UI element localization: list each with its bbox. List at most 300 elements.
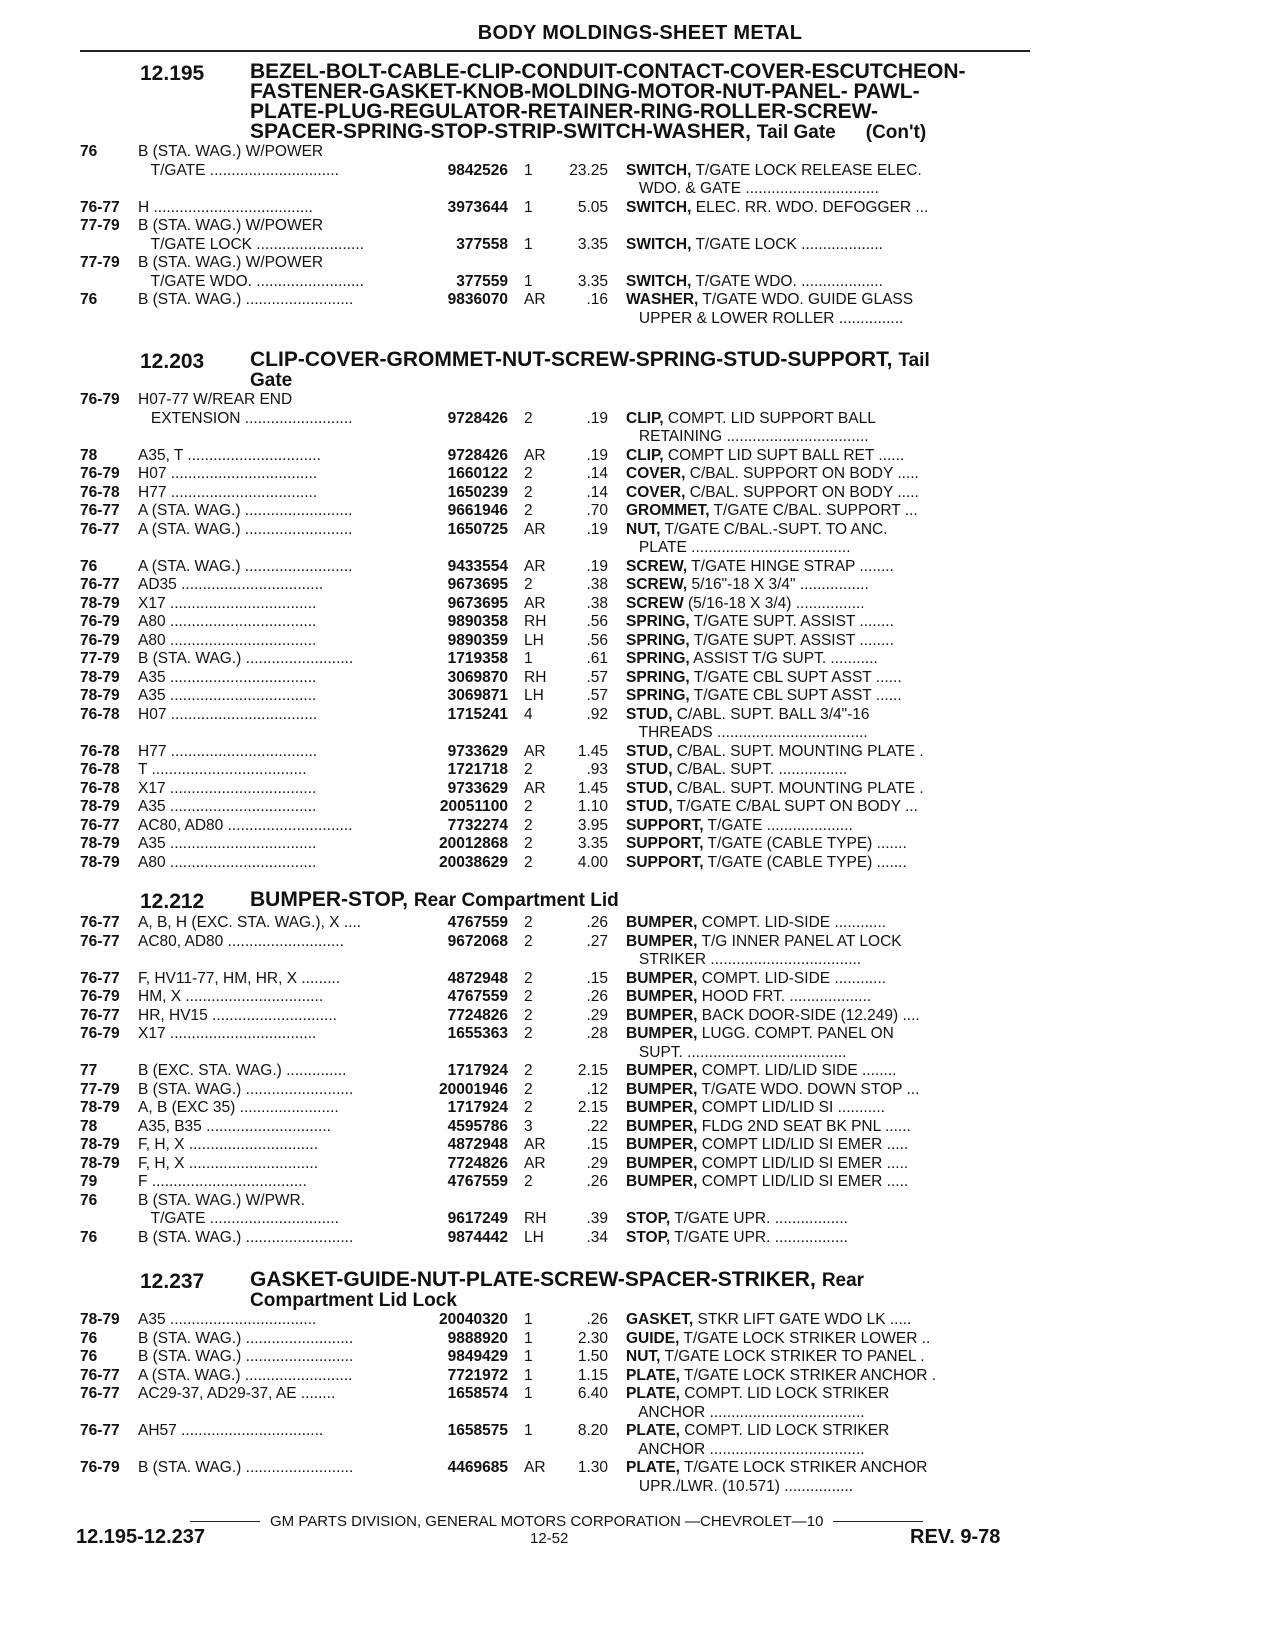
row-price: .56 (586, 613, 608, 630)
row-part-number: 377558 (456, 235, 508, 253)
row-item-detail: ASSIST T/G SUPT. ........... (689, 650, 878, 667)
row-item-detail: C/BAL. SUPPORT ON BODY ..... (685, 483, 919, 501)
row-quantity: 1 (524, 1366, 533, 1384)
table-row (80, 291, 1030, 310)
row-part-number (416, 1192, 516, 1211)
row-item-detail: STRIKER ................................... (626, 951, 862, 968)
row-item-name: BUMPER, (626, 1006, 698, 1024)
row-part-number: 9888920 (447, 1329, 508, 1347)
row-item-description (626, 687, 1030, 706)
row-part-number: 4595786 (447, 1117, 508, 1135)
row-item-name: SCREW (626, 594, 684, 612)
row-application: B (STA. WAG.) ......................... (138, 291, 354, 308)
row-item-detail: T/GATE LOCK ................... (691, 235, 883, 253)
row-item-description (626, 217, 1030, 236)
row-application: B (STA. WAG.) ......................... (138, 1228, 354, 1246)
row-item-description (626, 180, 1030, 199)
row-item-description (626, 502, 1030, 521)
table-row (80, 1007, 1030, 1026)
row-item-name: STUD, (626, 761, 673, 778)
row-part-number (416, 1044, 516, 1063)
row-year (80, 539, 138, 558)
row-application: B (STA. WAG.) ......................... (138, 1348, 354, 1365)
row-year: 78-79 (80, 835, 120, 852)
table-row (80, 1118, 1030, 1137)
row-item-detail: T/GATE WDO. GUIDE GLASS (698, 291, 914, 308)
row-price: 6.40 (577, 1385, 608, 1402)
table-row (80, 933, 1030, 952)
row-application: A80 .................................. (138, 853, 317, 871)
row-part-number: 20051100 (439, 798, 508, 815)
row-application: F, H, X .............................. (138, 1136, 319, 1153)
row-item-name: BUMPER, (626, 1025, 698, 1042)
row-quantity (516, 180, 561, 199)
row-item-detail: T/GATE HINGE STRAP ........ (687, 557, 894, 575)
row-quantity: 1 (524, 1311, 533, 1328)
row-application: H77 .................................. (138, 483, 318, 501)
row-item-detail: (5/16-18 X 3/4) ................ (683, 594, 865, 612)
row-price: .61 (586, 650, 608, 667)
row-quantity: RH (524, 1210, 547, 1227)
row-quantity: 2 (524, 483, 533, 501)
row-quantity: 1 (524, 1329, 533, 1347)
row-year: 76-78 (80, 761, 120, 778)
row-quantity: 2 (524, 835, 533, 852)
row-item-detail: COMPT LID/LID SI EMER ..... (697, 1136, 909, 1153)
section-title-line (250, 82, 966, 102)
row-part-number: 9874442 (447, 1228, 508, 1246)
row-part-number: 20040320 (439, 1311, 508, 1328)
row-year (80, 236, 138, 255)
row-year: 77 (80, 1062, 98, 1079)
row-item-description (626, 595, 1030, 614)
section-title-text: GASKET-GUIDE-NUT-PLATE-SCREW-SPACER-STRIKER, (250, 1268, 816, 1291)
row-price: 1.45 (577, 742, 608, 760)
section-12-203 (80, 350, 1030, 872)
table-row (80, 595, 1030, 614)
row-item-detail: T/GATE (CABLE TYPE) ....... (703, 835, 907, 852)
row-quantity (516, 143, 561, 162)
row-price: 1.10 (577, 798, 608, 815)
row-item-description (626, 199, 1030, 218)
row-year: 79 (80, 1173, 98, 1190)
row-item-description (626, 798, 1030, 817)
row-quantity: 2 (524, 988, 533, 1005)
row-price: .19 (586, 520, 608, 538)
row-part-number (416, 1441, 516, 1460)
row-application: B (STA. WAG.) W/POWER (138, 143, 324, 160)
row-year (80, 162, 138, 181)
row-price: 2.15 (577, 1062, 608, 1079)
row-part-number: 20012868 (439, 835, 508, 852)
row-price: .34 (586, 1228, 608, 1246)
row-item-description (626, 854, 1030, 873)
row-year: 78-79 (80, 1154, 120, 1172)
section-title-line (250, 350, 930, 371)
row-part-number (416, 724, 516, 743)
row-price: 5.05 (577, 198, 608, 216)
row-year: 78-79 (80, 1311, 120, 1328)
row-year (80, 180, 138, 199)
table-row (80, 817, 1030, 836)
row-item-detail: WDO. & GATE ............................... (626, 180, 879, 197)
row-year: 76 (80, 1348, 98, 1365)
table-row (80, 988, 1030, 1007)
row-part-number: 1717924 (447, 1099, 508, 1116)
row-item-detail: T/GATE C/BAL. SUPPORT ... (709, 502, 918, 519)
row-quantity: 2 (524, 409, 533, 427)
row-item-detail: T/GATE WDO. ................... (691, 272, 883, 290)
row-part-number: 9433554 (447, 557, 508, 575)
row-price (561, 180, 626, 199)
row-item-description (626, 447, 1030, 466)
row-year: 76 (80, 1329, 98, 1347)
row-item-description (626, 143, 1030, 162)
row-item-description (626, 1173, 1030, 1192)
row-item-name: COVER, (626, 465, 686, 482)
row-item-name: BUMPER, (626, 988, 698, 1005)
row-price: .39 (586, 1210, 608, 1227)
row-part-number (416, 1404, 516, 1423)
row-price (561, 310, 626, 329)
row-part-number: 377559 (456, 272, 508, 290)
section-title (250, 890, 619, 914)
row-item-description (626, 1062, 1030, 1081)
row-quantity: AR (524, 742, 546, 760)
row-quantity (516, 1404, 561, 1423)
header-divider (80, 50, 1030, 52)
row-price (561, 724, 626, 743)
row-year: 76-79 (80, 1025, 120, 1042)
row-price: .22 (586, 1117, 608, 1135)
section-title-suffix: Tail (898, 350, 930, 371)
row-item-name: SUPPORT, (626, 835, 704, 852)
table-row (80, 1229, 1030, 1248)
table-row (80, 1478, 1030, 1497)
row-year: 76-77 (80, 1006, 120, 1024)
row-item-description (626, 310, 1030, 329)
section-heading (80, 890, 1030, 914)
row-item-description (626, 1459, 1030, 1478)
row-item-description (626, 1404, 1030, 1423)
row-year (80, 724, 138, 743)
row-part-number: 1715241 (447, 705, 508, 723)
row-price: .15 (586, 1136, 608, 1153)
row-application: H77 .................................. (138, 742, 318, 760)
row-quantity (516, 724, 561, 743)
row-year: 78-79 (80, 853, 120, 871)
row-item-name: SWITCH, (626, 198, 692, 216)
row-item-description (626, 817, 1030, 836)
table-row (80, 1210, 1030, 1229)
row-item-description (626, 1367, 1030, 1386)
row-quantity: 2 (524, 932, 533, 950)
row-application: B (STA. WAG.) ......................... (138, 1459, 354, 1476)
section-title (250, 62, 966, 143)
row-year: 76-77 (80, 1366, 120, 1384)
footer-revision: REV. 9-78 (910, 1526, 1001, 1548)
row-quantity: AR (524, 594, 546, 612)
row-quantity: 2 (524, 465, 533, 482)
row-part-number (416, 143, 516, 162)
row-item-description (626, 391, 1030, 410)
row-year (80, 1044, 138, 1063)
row-year: 76-77 (80, 576, 120, 593)
row-price: .27 (586, 932, 608, 950)
section-title-line (250, 102, 966, 122)
row-quantity (516, 428, 561, 447)
row-year: 76-77 (80, 816, 120, 834)
row-quantity: AR (524, 1136, 546, 1153)
row-item-detail: PLATE ..................................... (626, 539, 851, 556)
row-item-description (626, 613, 1030, 632)
table-row (80, 835, 1030, 854)
row-item-name: NUT, (626, 1348, 661, 1365)
table-row (80, 970, 1030, 989)
row-part-number (416, 254, 516, 273)
row-item-detail: UPR./LWR. (10.571) ................ (626, 1477, 854, 1495)
row-part-number (416, 539, 516, 558)
row-item-description (626, 1422, 1030, 1441)
section-title (250, 350, 930, 391)
row-application: AC29-37, AD29-37, AE ........ (138, 1385, 336, 1402)
section-title-suffix: Rear (821, 1270, 865, 1291)
table-row (80, 310, 1030, 329)
row-part-number: 1721718 (447, 761, 508, 778)
row-part-number: 1658574 (447, 1385, 508, 1402)
row-application (138, 310, 416, 329)
row-year (80, 1404, 138, 1423)
row-application (138, 1441, 416, 1460)
row-item-description (626, 428, 1030, 447)
row-part-number: 7732274 (447, 816, 508, 834)
row-quantity: 1 (524, 1348, 533, 1365)
row-item-name: STUD, (626, 742, 673, 760)
table-row (80, 743, 1030, 762)
row-application: HM, X ................................ (138, 988, 324, 1005)
row-quantity: LH (524, 1228, 544, 1246)
row-part-number: 1658575 (447, 1422, 508, 1439)
row-item-description (626, 835, 1030, 854)
row-quantity: 2 (524, 1099, 533, 1116)
row-year (80, 428, 138, 447)
section-title-text: BEZEL-BOLT-CABLE-CLIP-CONDUIT-CONTACT-COVER-ESCUTCHEON- (250, 60, 966, 83)
row-price (561, 1192, 626, 1211)
row-part-number: 9733629 (447, 779, 508, 797)
row-item-name: SPRING, (626, 687, 690, 704)
row-quantity: 2 (524, 761, 533, 778)
row-quantity: 2 (524, 853, 533, 871)
row-price: 2.15 (577, 1099, 608, 1116)
row-price: .29 (586, 1154, 608, 1172)
row-application: HR, HV15 ............................. (138, 1006, 337, 1024)
row-application: T/GATE .............................. (138, 161, 339, 179)
row-price: .26 (586, 988, 608, 1005)
table-row (80, 1081, 1030, 1100)
row-item-name: GROMMET, (626, 502, 710, 519)
section-12-237 (80, 1270, 1030, 1496)
row-application (138, 428, 416, 447)
row-year: 76-79 (80, 988, 120, 1005)
row-price: .92 (586, 705, 608, 723)
row-quantity: AR (524, 1154, 546, 1172)
row-price: 4.00 (577, 853, 608, 871)
row-part-number (416, 391, 516, 410)
row-price: .16 (586, 291, 608, 308)
row-item-name: STUD, (626, 705, 673, 723)
row-part-number: 1660122 (447, 465, 508, 482)
row-part-number (416, 310, 516, 329)
row-item-name: BUMPER, (626, 932, 698, 950)
row-item-detail: T/G INNER PANEL AT LOCK (697, 932, 902, 950)
row-price: 3.35 (577, 272, 608, 290)
row-price: .57 (586, 687, 608, 704)
row-application: B (STA. WAG.) ......................... (138, 650, 354, 667)
row-item-detail: T/GATE LOCK RELEASE ELEC. (691, 161, 922, 179)
row-quantity: 1 (524, 1385, 533, 1402)
row-year: 78-79 (80, 668, 120, 686)
row-item-detail: C/ABL. SUPT. BALL 3/4"-16 (672, 705, 870, 723)
row-price: 3.95 (577, 816, 608, 834)
row-application: AD35 ................................. (138, 576, 324, 593)
row-item-name: SWITCH, (626, 272, 692, 290)
row-item-description (626, 576, 1030, 595)
row-item-detail: ELEC. RR. WDO. DEFOGGER ... (691, 198, 929, 216)
row-item-description (626, 914, 1030, 933)
row-item-detail: T/GATE LOCK STRIKER ANCHOR . (679, 1366, 937, 1384)
row-item-detail: T/GATE LOCK STRIKER TO PANEL . (660, 1348, 925, 1365)
row-item-name: PLATE, (626, 1385, 680, 1402)
footer-section-range: 12.195-12.237 (76, 1526, 206, 1548)
section-title (250, 1270, 864, 1311)
row-item-detail: T/GATE WDO. DOWN STOP ... (697, 1080, 920, 1098)
row-application (138, 724, 416, 743)
row-item-detail: T/GATE LOCK STRIKER ANCHOR (679, 1459, 928, 1476)
row-application: H07-77 W/REAR END (138, 391, 293, 408)
table-row (80, 539, 1030, 558)
table-row (80, 951, 1030, 970)
row-price: .57 (586, 668, 608, 686)
table-row (80, 217, 1030, 236)
row-quantity (516, 1192, 561, 1211)
row-application: T .................................... (138, 761, 307, 778)
table-row (80, 1025, 1030, 1044)
row-part-number: 9728426 (447, 409, 508, 427)
row-year: 77-79 (80, 217, 120, 234)
table-row (80, 1404, 1030, 1423)
row-application: F, HV11-77, HM, HR, X ......... (138, 969, 341, 987)
row-year (80, 1441, 138, 1460)
row-item-description (626, 1441, 1030, 1460)
row-item-description (626, 410, 1030, 429)
row-application: A35 .................................. (138, 668, 317, 686)
row-item-detail: ANCHOR .................................... (626, 1440, 865, 1458)
row-quantity: 2 (524, 816, 533, 834)
section-12-195 (80, 62, 1030, 328)
row-item-description (626, 1136, 1030, 1155)
row-year: 76-77 (80, 932, 120, 950)
row-year: 76-77 (80, 1422, 120, 1439)
row-part-number: 3069871 (447, 687, 508, 704)
table-row (80, 632, 1030, 651)
row-year: 76-79 (80, 613, 120, 630)
row-price: 3.35 (577, 835, 608, 852)
row-item-description (626, 1099, 1030, 1118)
row-quantity: 4 (524, 705, 533, 723)
row-application (138, 1478, 416, 1497)
row-part-number: 3973644 (447, 198, 508, 216)
row-item-name: SPRING, (626, 668, 690, 686)
row-year (80, 310, 138, 329)
row-item-detail: T/GATE LOCK STRIKER LOWER .. (679, 1329, 931, 1347)
table-row (80, 780, 1030, 799)
row-application: A35 .................................. (138, 1311, 317, 1328)
row-item-detail: T/GATE UPR. ................. (670, 1228, 848, 1246)
row-item-description (626, 743, 1030, 762)
table-row (80, 669, 1030, 688)
row-application: T/GATE WDO. ......................... (138, 272, 364, 290)
row-year: 76-78 (80, 742, 120, 760)
row-price (561, 428, 626, 447)
row-item-detail: C/BAL. SUPT. ................ (672, 761, 848, 778)
footer-rule-right (833, 1521, 923, 1522)
row-application: H ..................................... (138, 198, 313, 216)
row-year: 76-79 (80, 631, 120, 649)
row-item-name: SPRING, (626, 613, 690, 630)
row-year: 78 (80, 1117, 98, 1135)
table-row (80, 558, 1030, 577)
row-application: B (STA. WAG.) W/POWER (138, 217, 324, 234)
row-item-detail: C/BAL. SUPT. MOUNTING PLATE . (672, 779, 924, 797)
row-year: 76-77 (80, 502, 120, 519)
row-item-detail: COMPT LID/LID SI EMER ..... (697, 1173, 909, 1190)
footer-division-text: GM PARTS DIVISION, GENERAL MOTORS CORPORATION —CHEVROLET—10 (270, 1513, 824, 1530)
section-12-212 (80, 890, 1030, 1247)
row-item-detail: COMPT. LID LOCK STRIKER (679, 1422, 890, 1439)
table-row (80, 687, 1030, 706)
table-row (80, 706, 1030, 725)
row-item-description (626, 539, 1030, 558)
row-item-detail: FLDG 2ND SEAT BK PNL ...... (697, 1117, 911, 1135)
row-quantity (516, 951, 561, 970)
section-title-suffix: Tail Gate (756, 122, 836, 143)
row-application: H07 .................................. (138, 705, 318, 723)
row-year: 76 (80, 1228, 98, 1246)
row-year: 76-79 (80, 391, 120, 408)
row-item-name: PLATE, (626, 1366, 680, 1384)
table-row (80, 521, 1030, 540)
row-application: X17 .................................. (138, 1025, 317, 1042)
row-item-description (626, 1385, 1030, 1404)
section-title-line: Compartment Lid Lock (250, 1290, 457, 1311)
row-item-description (626, 1229, 1030, 1248)
row-part-number: 9617249 (447, 1210, 508, 1227)
row-item-detail: T/GATE SUPT. ASSIST ........ (689, 631, 894, 649)
row-year: 77-79 (80, 254, 120, 271)
row-year: 78-79 (80, 594, 120, 612)
row-part-number: 7724826 (447, 1006, 508, 1024)
table-row (80, 1062, 1030, 1081)
row-part-number (416, 217, 516, 236)
row-application: A (STA. WAG.) ......................... (138, 557, 353, 575)
row-application: X17 .................................. (138, 779, 317, 797)
row-application: AC80, AD80 ........................... (138, 932, 344, 950)
row-year (80, 410, 138, 429)
row-quantity (516, 539, 561, 558)
row-item-name: SPRING, (626, 650, 690, 667)
row-year: 76 (80, 291, 98, 308)
row-year: 78-79 (80, 1136, 120, 1153)
